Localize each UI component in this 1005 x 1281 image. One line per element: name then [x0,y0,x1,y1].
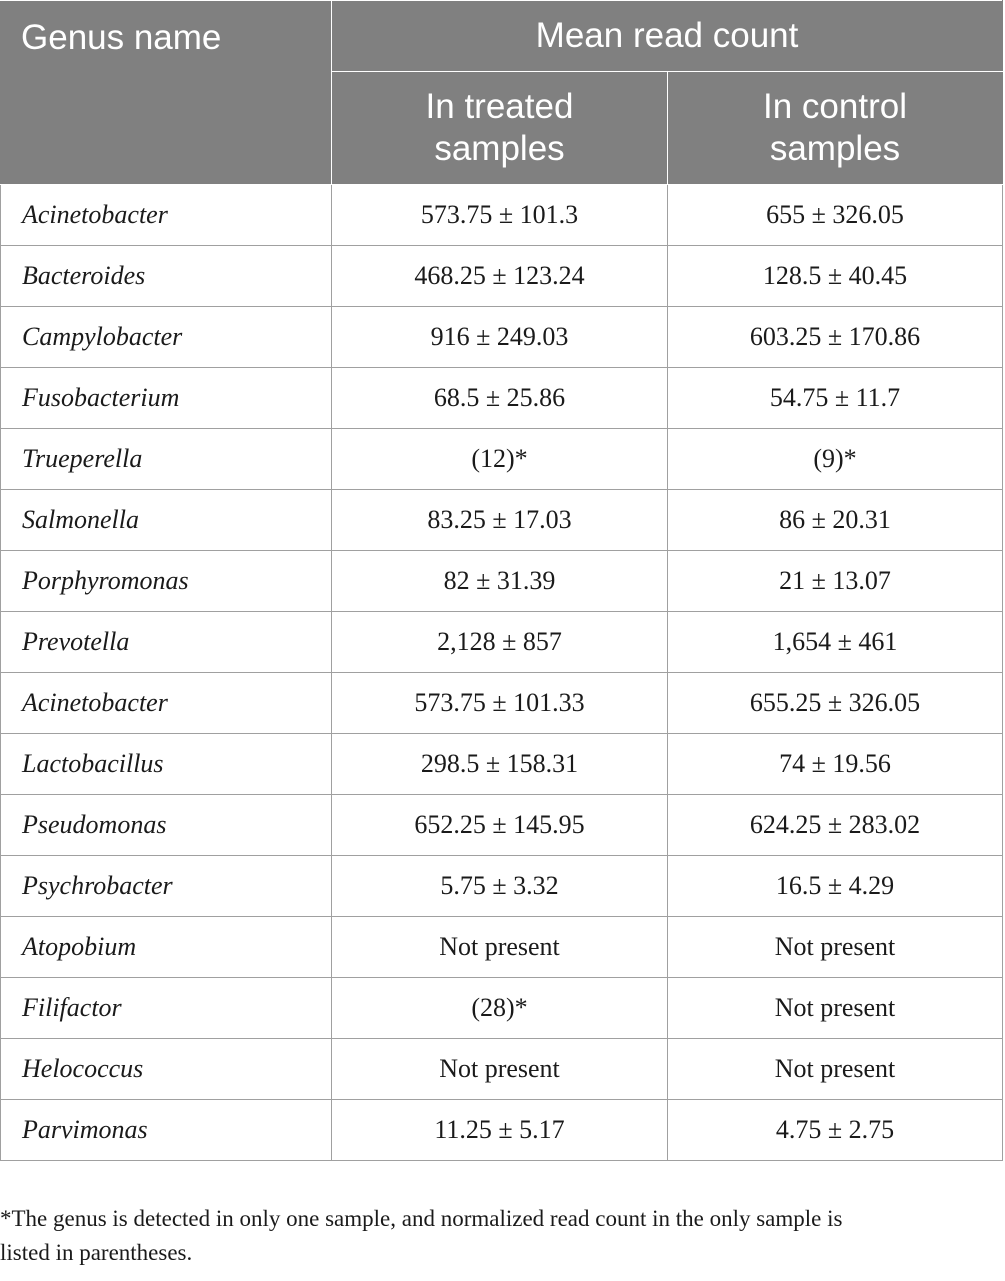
table-row [1,978,1003,1039]
treated-value-cell: 468.25 ± 123.24 [332,246,668,307]
genus-cell: Acinetobacter [1,673,332,734]
treated-value-cell: 573.75 ± 101.33 [332,673,668,734]
control-value-cell: Not present [668,1039,1003,1100]
treated-value-cell: 68.5 ± 25.86 [332,368,668,429]
footnote-line1: *The genus is detected in only one sample, and normalized read count in the only sample is [0,1206,843,1231]
control-value-cell: 4.75 ± 2.75 [668,1100,1003,1161]
table-header [1,1,1003,185]
control-value-cell: (9)* [668,429,1003,490]
treated-value-cell: 916 ± 249.03 [332,307,668,368]
table-row [1,429,1003,490]
treated-value-cell: 2,128 ± 857 [332,612,668,673]
control-value-cell: 86 ± 20.31 [668,490,1003,551]
control-value-cell: 1,654 ± 461 [668,612,1003,673]
table-row [1,1100,1003,1161]
treated-value-cell: 298.5 ± 158.31 [332,734,668,795]
treated-value-cell: 82 ± 31.39 [332,551,668,612]
genus-cell: Helococcus [1,1039,332,1100]
treated-value-cell: 573.75 ± 101.3 [332,185,668,246]
treated-value-cell: 5.75 ± 3.32 [332,856,668,917]
table-row [1,917,1003,978]
table-row [1,612,1003,673]
table-row [1,673,1003,734]
genus-cell: Atopobium [1,917,332,978]
table-row [1,246,1003,307]
control-value-cell: 21 ± 13.07 [668,551,1003,612]
treated-header-line1: In treated [425,87,574,126]
table-footnote [0,1202,1002,1270]
genus-cell: Psychrobacter [1,856,332,917]
table-row [1,490,1003,551]
control-value-cell: 54.75 ± 11.7 [668,368,1003,429]
table-row [1,795,1003,856]
genus-cell: Fusobacterium [1,368,332,429]
control-header-line1: In control [763,87,907,126]
genus-cell: Filifactor [1,978,332,1039]
treated-value-cell: (12)* [332,429,668,490]
control-value-cell: Not present [668,917,1003,978]
control-value-cell: 16.5 ± 4.29 [668,856,1003,917]
genus-cell: Lactobacillus [1,734,332,795]
control-samples-header [668,72,1003,185]
treated-value-cell: (28)* [332,978,668,1039]
genus-cell: Parvimonas [1,1100,332,1161]
treated-value-cell: 652.25 ± 145.95 [332,795,668,856]
table-row [1,307,1003,368]
treated-header-line2: samples [434,129,565,168]
genus-cell: Acinetobacter [1,185,332,246]
control-value-cell: 624.25 ± 283.02 [668,795,1003,856]
control-header-line2: samples [769,129,901,168]
table-row [1,1039,1003,1100]
control-value-cell: 655.25 ± 326.05 [668,673,1003,734]
treated-value-cell: Not present [332,1039,668,1100]
genus-cell: Porphyromonas [1,551,332,612]
table-row [1,368,1003,429]
table-row [1,185,1003,246]
footnote-line2: listed in parentheses. [0,1240,193,1265]
genus-cell: Prevotella [1,612,332,673]
treated-value-cell: 11.25 ± 5.17 [332,1100,668,1161]
table-row [1,856,1003,917]
table-body [1,185,1003,1161]
genus-cell: Campylobacter [1,307,332,368]
control-value-cell: 74 ± 19.56 [668,734,1003,795]
treated-value-cell: 83.25 ± 17.03 [332,490,668,551]
control-value-cell: 128.5 ± 40.45 [668,246,1003,307]
control-value-cell: 655 ± 326.05 [668,185,1003,246]
table-row [1,551,1003,612]
genus-cell: Pseudomonas [1,795,332,856]
control-value-cell: Not present [668,978,1003,1039]
mean-read-count-header: Mean read count [332,1,1003,72]
control-value-cell: 603.25 ± 170.86 [668,307,1003,368]
treated-samples-header [332,72,668,185]
treated-value-cell: Not present [332,917,668,978]
table-row [1,734,1003,795]
genus-cell: Trueperella [1,429,332,490]
genus-cell: Bacteroides [1,246,332,307]
genus-name-header: Genus name [1,1,332,185]
genus-cell: Salmonella [1,490,332,551]
